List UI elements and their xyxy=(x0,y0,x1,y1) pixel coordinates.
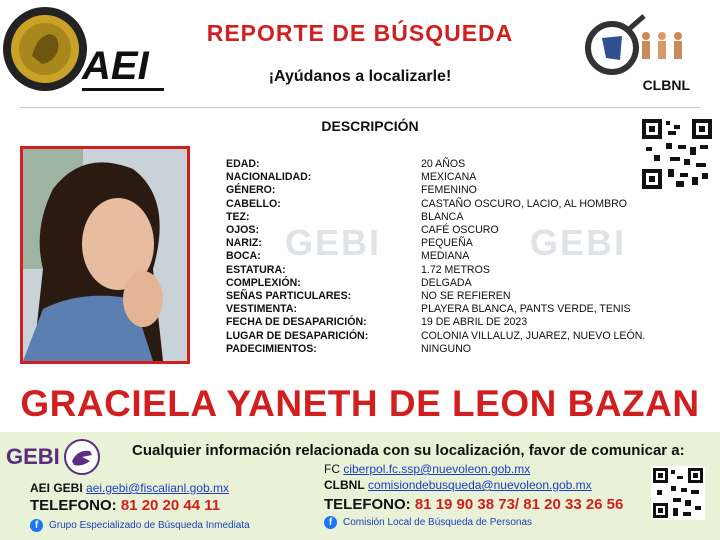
missing-person-name: GRACIELA YANETH DE LEON BAZAN xyxy=(20,383,700,424)
clbnl-email-link[interactable]: comisiondebusqueda@nuevoleon.gob.mx xyxy=(368,478,592,492)
facebook-clbnl-link[interactable] xyxy=(324,516,532,529)
aei-email-link[interactable]: aei.gebi@fiscalianl.gob.mx xyxy=(86,481,229,495)
facebook-icon: f xyxy=(30,519,43,532)
field-row xyxy=(226,158,645,171)
aei-logo: AEI xyxy=(82,44,172,104)
field-value: 1.72 METROS xyxy=(421,263,490,276)
field-label: SEÑAS PARTICULARES: xyxy=(226,290,352,303)
qr-code-bottom xyxy=(651,466,705,520)
field-label: NACIONALIDAD: xyxy=(226,171,312,184)
field-value: 19 DE ABRIL DE 2023 xyxy=(421,316,528,329)
field-value: NO SE REFIEREN xyxy=(421,290,511,303)
field-value: CAFÉ OSCURO xyxy=(421,224,499,237)
fc-label: FC xyxy=(324,462,340,476)
field-row xyxy=(226,290,645,303)
telefono-label: TELEFONO: xyxy=(324,496,411,513)
fc-contact xyxy=(324,462,530,476)
qr-code-top xyxy=(640,117,714,191)
facebook-icon: f xyxy=(324,516,337,529)
clbnl-label: CLBNL xyxy=(324,478,365,492)
field-row xyxy=(226,343,645,356)
description-fields xyxy=(226,158,645,356)
facebook-clbnl-label: Comisión Local de Búsqueda de Personas xyxy=(343,517,533,528)
field-label: PADECIMIENTOS: xyxy=(226,342,317,355)
page-subtitle: ¡Ayúdanos a localizarle! xyxy=(268,68,452,85)
field-row xyxy=(226,211,645,224)
header-divider xyxy=(20,107,700,108)
field-row xyxy=(226,316,645,329)
fc-email-link[interactable]: ciberpol.fc.ssp@nuevoleon.gob.mx xyxy=(343,462,531,476)
field-label: NARIZ: xyxy=(226,237,262,250)
field-row xyxy=(226,237,645,250)
gebi-hand-icon xyxy=(64,439,100,475)
field-row xyxy=(226,303,645,316)
watermark-gebi-2: GEBI xyxy=(530,222,627,263)
field-label: COMPLEXIÓN: xyxy=(226,276,301,289)
field-value: PLAYERA BLANCA, PANTS VERDE, TENIS xyxy=(421,303,631,316)
field-row xyxy=(226,264,645,277)
page-title: REPORTE DE BÚSQUEDA xyxy=(206,20,514,46)
field-value: FEMENINO xyxy=(421,184,477,197)
field-value: PEQUEÑA xyxy=(421,237,473,250)
aei-contact xyxy=(30,481,229,495)
facebook-gebi-link[interactable] xyxy=(30,519,250,532)
field-value: NINGUNO xyxy=(421,342,472,355)
field-row xyxy=(226,330,645,343)
field-value: MEXICANA xyxy=(421,171,477,184)
field-value: COLONIA VILLALUZ, JUAREZ, NUEVO LEÓN. xyxy=(421,329,646,342)
field-row xyxy=(226,171,645,184)
field-label: VESTIMENTA: xyxy=(226,303,298,316)
telefono-label: TELEFONO: xyxy=(30,497,117,514)
field-value: CASTAÑO OSCURO, LACIO, AL HOMBRO xyxy=(421,197,628,210)
facebook-gebi-label: Grupo Especializado de Búsqueda Inmediata xyxy=(49,520,250,531)
gebi-logo: GEBI xyxy=(6,438,118,476)
clbnl-phone xyxy=(324,496,623,513)
clbnl-logo: CLBNL xyxy=(582,12,694,92)
clbnl-phone-number: 81 19 90 38 73/ 81 20 33 26 56 xyxy=(414,496,624,513)
field-row xyxy=(226,184,645,197)
clbnl-contact xyxy=(324,478,592,492)
contact-info-line: Cualquier información relacionada con su localización, favor de comunicar a: xyxy=(132,442,685,459)
watermark-gebi-1: GEBI xyxy=(285,222,382,263)
field-row xyxy=(226,250,645,263)
field-label: GÉNERO: xyxy=(226,184,276,197)
missing-person-photo xyxy=(20,146,190,364)
field-label: CABELLO: xyxy=(226,197,281,210)
field-label: LUGAR DE DESAPARICIÓN: xyxy=(226,329,369,342)
field-value: BLANCA xyxy=(421,210,464,223)
field-row xyxy=(226,277,645,290)
field-label: FECHA DE DESAPARICIÓN: xyxy=(226,316,367,329)
field-label: TEZ: xyxy=(226,210,250,223)
field-row xyxy=(226,198,645,211)
field-label: EDAD: xyxy=(226,158,260,170)
field-label: OJOS: xyxy=(226,224,259,237)
aei-phone xyxy=(30,497,220,514)
aei-label: AEI GEBI xyxy=(30,481,83,495)
field-value: 20 AÑOS xyxy=(421,158,466,170)
field-value: DELGADA xyxy=(421,276,472,289)
field-label: BOCA: xyxy=(226,250,261,263)
description-heading: DESCRIPCIÓN xyxy=(321,118,419,134)
field-label: ESTATURA: xyxy=(226,263,286,276)
field-value: MEDIANA xyxy=(421,250,470,263)
field-row xyxy=(226,224,645,237)
aei-phone-number: 81 20 20 44 11 xyxy=(120,497,221,514)
